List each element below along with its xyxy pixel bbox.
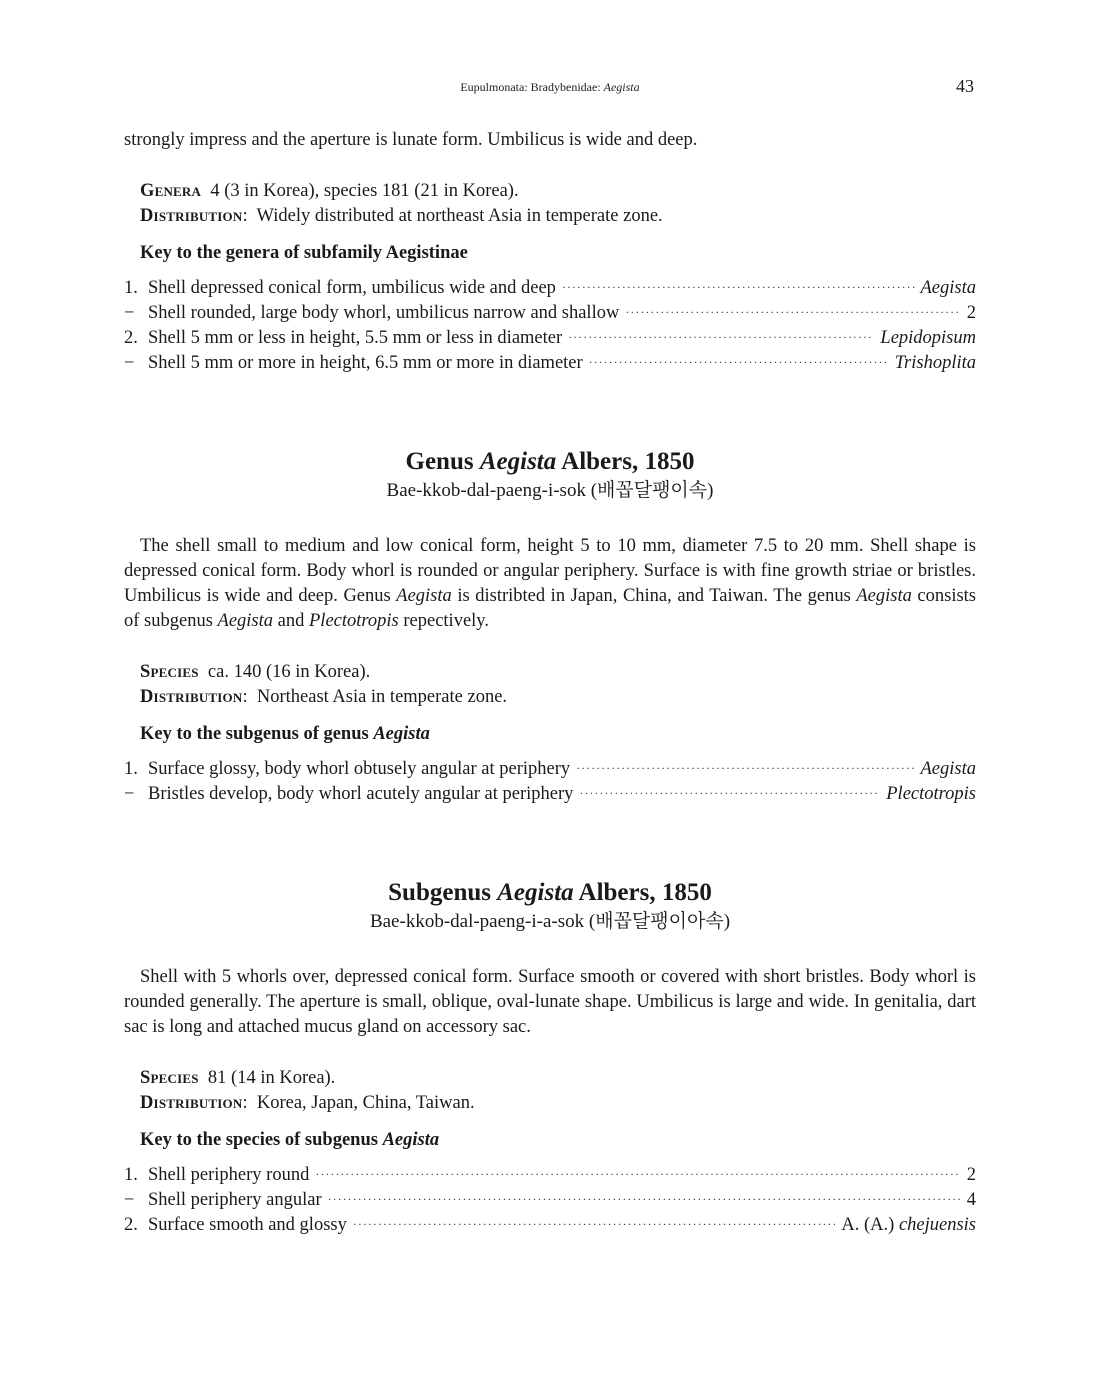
leader-dots — [579, 787, 880, 799]
continuation-paragraph: strongly impress and the aperture is lunate form. Umbilicus is wide and deep. — [124, 130, 698, 150]
species-line: Species ca. 140 (16 in Korea). — [140, 662, 371, 682]
genera-label: Genera — [140, 181, 202, 201]
key-line: 1. Surface glossy, body whorl obtusely angular at periphery ····· Aegista — [124, 757, 976, 782]
key-line: 1. Shell periphery round ····· 2 — [124, 1163, 976, 1188]
key-heading: Key to the genera of subfamily Aegistinae — [140, 243, 468, 263]
subgenus-title: Subgenus Aegista Albers, 1850 — [388, 879, 712, 906]
species-key — [124, 1163, 976, 1238]
leader-dots — [625, 306, 960, 318]
key-line: 2. Shell 5 mm or less in height, 5.5 mm or less in diameter ····· Lepidopisum — [124, 326, 976, 351]
page-number: 43 — [956, 76, 974, 96]
distribution-line: Distribution: Korea, Japan, China, Taiwan. — [140, 1093, 475, 1113]
distribution-label: Distribution — [140, 1093, 243, 1113]
distribution-label: Distribution — [140, 206, 243, 226]
genus-description: The shell small to medium and low conical form, height 5 to 10 mm, diameter 7.5 to 20 mm. Shell shape is depressed conical form. Body whorl is rounded or angular periphery. Surface is with fine growth striae or bristles. Umbilicus is wide and deep. Genus Aegista is distribted in Japan, China, and Taiwan. The genus Aegista consists of subgenus Aegista and Plectotropis repectively. — [124, 536, 976, 631]
key-line: 2. Surface smooth and glossy ····· A. (A.) chejuensis — [124, 1213, 976, 1238]
key-heading: Key to the species of subgenus Aegista — [140, 1130, 440, 1150]
key-line: − Shell rounded, large body whorl, umbilicus narrow and shallow ····· 2 — [124, 301, 976, 326]
leader-dots — [328, 1193, 961, 1205]
distribution-line: Distribution: Northeast Asia in temperate zone. — [140, 687, 508, 707]
subgenus-key — [124, 757, 976, 807]
genus-title: Genus Aegista Albers, 1850 — [405, 448, 695, 475]
genera-line: Genera 4 (3 in Korea), species 181 (21 in Korea). — [140, 181, 519, 201]
key-line: − Shell 5 mm or more in height, 6.5 mm or more in diameter ····· Trishoplita — [124, 351, 976, 376]
page-header — [0, 76, 1100, 100]
running-head: Eupulmonata: Bradybenidae: Aegista — [460, 80, 640, 94]
leader-dots — [568, 331, 874, 343]
leader-dots — [353, 1218, 836, 1230]
genus-subtitle: Bae-kkob-dal-paeng-i-sok (배꼽달팽이속) — [386, 480, 714, 501]
key-line: − Shell periphery angular ····· 4 — [124, 1188, 976, 1213]
species-label: Species — [140, 1068, 199, 1088]
genera-key — [124, 276, 976, 376]
page-body — [124, 128, 976, 1238]
distribution-label: Distribution — [140, 687, 243, 707]
key-line: 1. Shell depressed conical form, umbilicus wide and deep ····· Aegista — [124, 276, 976, 301]
key-heading: Key to the subgenus of genus Aegista — [140, 724, 430, 744]
key-line: − Bristles develop, body whorl acutely angular at periphery ····· Plectotropis — [124, 782, 976, 807]
distribution-line: Distribution: Widely distributed at northeast Asia in temperate zone. — [140, 206, 663, 226]
subgenus-subtitle: Bae-kkob-dal-paeng-i-a-sok (배꼽달팽이아속) — [369, 911, 731, 932]
subgenus-description: Shell with 5 whorls over, depressed conical form. Surface smooth or covered with short bristles. Body whorl is rounded generally. The aperture is small, oblique, oval-lunate shape. Umbilicus is large and wide. In genitalia, dart sac is long and attached mucus gland on accessory sac. — [124, 967, 976, 1037]
leader-dots — [589, 356, 889, 368]
species-line: Species 81 (14 in Korea). — [140, 1068, 336, 1088]
leader-dots — [315, 1168, 960, 1180]
species-label: Species — [140, 662, 199, 682]
leader-dots — [576, 762, 914, 774]
running-head-genus: Aegista — [603, 80, 640, 94]
leader-dots — [562, 281, 915, 293]
